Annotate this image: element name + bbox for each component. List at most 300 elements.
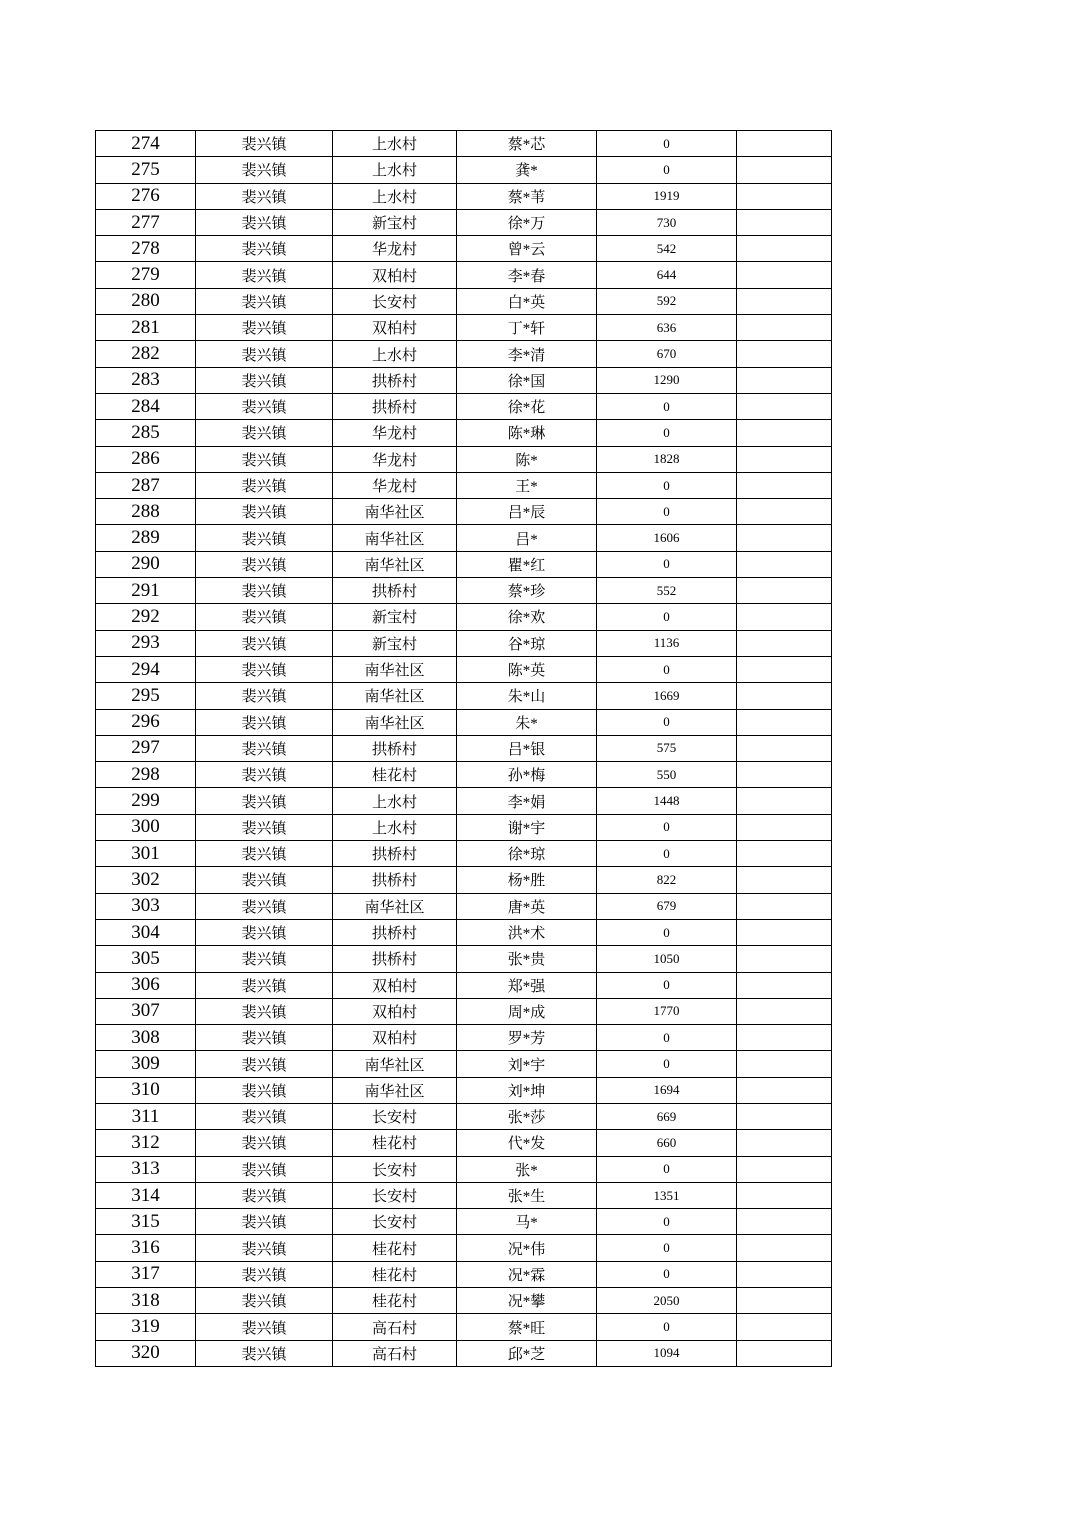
row-number-cell: 289 xyxy=(96,525,196,551)
village-cell: 长安村 xyxy=(333,288,457,314)
table-row xyxy=(96,393,832,419)
row-number-cell: 299 xyxy=(96,788,196,814)
town-cell: 裴兴镇 xyxy=(196,262,333,288)
row-number-cell: 294 xyxy=(96,656,196,682)
row-number-cell: 300 xyxy=(96,814,196,840)
amount-cell: 0 xyxy=(597,131,737,157)
row-number-cell: 297 xyxy=(96,735,196,761)
row-number-cell: 285 xyxy=(96,420,196,446)
table-row xyxy=(96,867,832,893)
name-cell: 吕* xyxy=(457,525,597,551)
village-cell: 长安村 xyxy=(333,1209,457,1235)
village-cell: 拱桥村 xyxy=(333,578,457,604)
town-cell: 裴兴镇 xyxy=(196,1261,333,1287)
town-cell: 裴兴镇 xyxy=(196,393,333,419)
empty-cell xyxy=(737,525,832,551)
town-cell: 裴兴镇 xyxy=(196,499,333,525)
table-row xyxy=(96,209,832,235)
amount-cell: 0 xyxy=(597,157,737,183)
town-cell: 裴兴镇 xyxy=(196,735,333,761)
amount-cell: 0 xyxy=(597,1209,737,1235)
table-row xyxy=(96,788,832,814)
empty-cell xyxy=(737,709,832,735)
empty-cell xyxy=(737,262,832,288)
name-cell: 徐*花 xyxy=(457,393,597,419)
town-cell: 裴兴镇 xyxy=(196,972,333,998)
empty-cell xyxy=(737,972,832,998)
name-cell: 徐*国 xyxy=(457,367,597,393)
amount-cell: 542 xyxy=(597,236,737,262)
town-cell: 裴兴镇 xyxy=(196,1340,333,1366)
amount-cell: 670 xyxy=(597,341,737,367)
row-number-cell: 279 xyxy=(96,262,196,288)
town-cell: 裴兴镇 xyxy=(196,814,333,840)
table-row xyxy=(96,1130,832,1156)
table-row xyxy=(96,735,832,761)
table-body xyxy=(96,131,832,1367)
empty-cell xyxy=(737,341,832,367)
empty-cell xyxy=(737,788,832,814)
town-cell: 裴兴镇 xyxy=(196,578,333,604)
amount-cell: 1669 xyxy=(597,683,737,709)
town-cell: 裴兴镇 xyxy=(196,1025,333,1051)
village-cell: 拱桥村 xyxy=(333,867,457,893)
village-cell: 华龙村 xyxy=(333,236,457,262)
empty-cell xyxy=(737,841,832,867)
village-cell: 长安村 xyxy=(333,1182,457,1208)
table-row xyxy=(96,1103,832,1129)
name-cell: 蔡*珍 xyxy=(457,578,597,604)
empty-cell xyxy=(737,656,832,682)
name-cell: 刘*宇 xyxy=(457,1051,597,1077)
row-number-cell: 304 xyxy=(96,919,196,945)
empty-cell xyxy=(737,735,832,761)
row-number-cell: 310 xyxy=(96,1077,196,1103)
village-cell: 拱桥村 xyxy=(333,841,457,867)
name-cell: 陈*英 xyxy=(457,656,597,682)
town-cell: 裴兴镇 xyxy=(196,131,333,157)
row-number-cell: 305 xyxy=(96,946,196,972)
name-cell: 谢*宇 xyxy=(457,814,597,840)
town-cell: 裴兴镇 xyxy=(196,656,333,682)
name-cell: 况*霖 xyxy=(457,1261,597,1287)
name-cell: 谷*琼 xyxy=(457,630,597,656)
empty-cell xyxy=(737,393,832,419)
table-row xyxy=(96,709,832,735)
village-cell: 双柏村 xyxy=(333,262,457,288)
table-row xyxy=(96,315,832,341)
village-cell: 桂花村 xyxy=(333,1288,457,1314)
amount-cell: 636 xyxy=(597,315,737,341)
town-cell: 裴兴镇 xyxy=(196,157,333,183)
name-cell: 白*英 xyxy=(457,288,597,314)
amount-cell: 0 xyxy=(597,551,737,577)
village-cell: 华龙村 xyxy=(333,420,457,446)
name-cell: 刘*坤 xyxy=(457,1077,597,1103)
row-number-cell: 274 xyxy=(96,131,196,157)
name-cell: 杨*胜 xyxy=(457,867,597,893)
amount-cell: 1694 xyxy=(597,1077,737,1103)
village-cell: 南华社区 xyxy=(333,683,457,709)
amount-cell: 0 xyxy=(597,499,737,525)
row-number-cell: 318 xyxy=(96,1288,196,1314)
empty-cell xyxy=(737,236,832,262)
empty-cell xyxy=(737,867,832,893)
amount-cell: 1351 xyxy=(597,1182,737,1208)
village-cell: 新宝村 xyxy=(333,604,457,630)
empty-cell xyxy=(737,1314,832,1340)
amount-cell: 1094 xyxy=(597,1340,737,1366)
name-cell: 李*清 xyxy=(457,341,597,367)
amount-cell: 1448 xyxy=(597,788,737,814)
village-cell: 桂花村 xyxy=(333,762,457,788)
name-cell: 洪*术 xyxy=(457,919,597,945)
table-row xyxy=(96,262,832,288)
amount-cell: 0 xyxy=(597,1025,737,1051)
amount-cell: 1606 xyxy=(597,525,737,551)
amount-cell: 0 xyxy=(597,972,737,998)
table-row xyxy=(96,472,832,498)
empty-cell xyxy=(737,288,832,314)
village-cell: 南华社区 xyxy=(333,1077,457,1103)
name-cell: 丁*轩 xyxy=(457,315,597,341)
town-cell: 裴兴镇 xyxy=(196,209,333,235)
name-cell: 陈*琳 xyxy=(457,420,597,446)
name-cell: 张* xyxy=(457,1156,597,1182)
name-cell: 李*春 xyxy=(457,262,597,288)
village-cell: 拱桥村 xyxy=(333,946,457,972)
row-number-cell: 293 xyxy=(96,630,196,656)
name-cell: 徐*万 xyxy=(457,209,597,235)
name-cell: 周*成 xyxy=(457,998,597,1024)
town-cell: 裴兴镇 xyxy=(196,919,333,945)
row-number-cell: 291 xyxy=(96,578,196,604)
amount-cell: 0 xyxy=(597,841,737,867)
row-number-cell: 295 xyxy=(96,683,196,709)
table-row xyxy=(96,183,832,209)
village-cell: 南华社区 xyxy=(333,499,457,525)
village-cell: 南华社区 xyxy=(333,525,457,551)
table-row xyxy=(96,1182,832,1208)
town-cell: 裴兴镇 xyxy=(196,1235,333,1261)
amount-cell: 1770 xyxy=(597,998,737,1024)
town-cell: 裴兴镇 xyxy=(196,630,333,656)
amount-cell: 0 xyxy=(597,472,737,498)
row-number-cell: 313 xyxy=(96,1156,196,1182)
empty-cell xyxy=(737,131,832,157)
row-number-cell: 277 xyxy=(96,209,196,235)
amount-cell: 0 xyxy=(597,1051,737,1077)
village-cell: 上水村 xyxy=(333,788,457,814)
amount-cell: 0 xyxy=(597,1235,737,1261)
town-cell: 裴兴镇 xyxy=(196,788,333,814)
empty-cell xyxy=(737,1156,832,1182)
amount-cell: 0 xyxy=(597,814,737,840)
table-row xyxy=(96,131,832,157)
table-row xyxy=(96,893,832,919)
row-number-cell: 306 xyxy=(96,972,196,998)
empty-cell xyxy=(737,1261,832,1287)
amount-cell: 669 xyxy=(597,1103,737,1129)
amount-cell: 550 xyxy=(597,762,737,788)
table-row xyxy=(96,841,832,867)
name-cell: 邱*芝 xyxy=(457,1340,597,1366)
town-cell: 裴兴镇 xyxy=(196,1130,333,1156)
table-row xyxy=(96,525,832,551)
empty-cell xyxy=(737,1209,832,1235)
amount-cell: 660 xyxy=(597,1130,737,1156)
table-row xyxy=(96,946,832,972)
empty-cell xyxy=(737,762,832,788)
table-row xyxy=(96,551,832,577)
town-cell: 裴兴镇 xyxy=(196,1288,333,1314)
name-cell: 孙*梅 xyxy=(457,762,597,788)
village-cell: 拱桥村 xyxy=(333,367,457,393)
empty-cell xyxy=(737,578,832,604)
amount-cell: 1828 xyxy=(597,446,737,472)
village-cell: 高石村 xyxy=(333,1314,457,1340)
town-cell: 裴兴镇 xyxy=(196,183,333,209)
row-number-cell: 315 xyxy=(96,1209,196,1235)
village-cell: 双柏村 xyxy=(333,1025,457,1051)
name-cell: 罗*芳 xyxy=(457,1025,597,1051)
name-cell: 徐*琼 xyxy=(457,841,597,867)
town-cell: 裴兴镇 xyxy=(196,315,333,341)
empty-cell xyxy=(737,420,832,446)
village-cell: 长安村 xyxy=(333,1103,457,1129)
town-cell: 裴兴镇 xyxy=(196,551,333,577)
table-row xyxy=(96,288,832,314)
data-table xyxy=(95,130,832,1367)
table-row xyxy=(96,656,832,682)
row-number-cell: 280 xyxy=(96,288,196,314)
row-number-cell: 311 xyxy=(96,1103,196,1129)
town-cell: 裴兴镇 xyxy=(196,998,333,1024)
amount-cell: 0 xyxy=(597,1156,737,1182)
table-row xyxy=(96,1314,832,1340)
table-row xyxy=(96,157,832,183)
amount-cell: 679 xyxy=(597,893,737,919)
table-row xyxy=(96,630,832,656)
table-row xyxy=(96,814,832,840)
amount-cell: 1919 xyxy=(597,183,737,209)
empty-cell xyxy=(737,630,832,656)
amount-cell: 0 xyxy=(597,1261,737,1287)
amount-cell: 0 xyxy=(597,393,737,419)
empty-cell xyxy=(737,1235,832,1261)
name-cell: 况*攀 xyxy=(457,1288,597,1314)
town-cell: 裴兴镇 xyxy=(196,1156,333,1182)
row-number-cell: 307 xyxy=(96,998,196,1024)
name-cell: 徐*欢 xyxy=(457,604,597,630)
table-row xyxy=(96,1235,832,1261)
amount-cell: 2050 xyxy=(597,1288,737,1314)
row-number-cell: 283 xyxy=(96,367,196,393)
row-number-cell: 308 xyxy=(96,1025,196,1051)
table-row xyxy=(96,1340,832,1366)
amount-cell: 552 xyxy=(597,578,737,604)
name-cell: 张*生 xyxy=(457,1182,597,1208)
town-cell: 裴兴镇 xyxy=(196,525,333,551)
village-cell: 华龙村 xyxy=(333,472,457,498)
empty-cell xyxy=(737,998,832,1024)
name-cell: 曾*云 xyxy=(457,236,597,262)
name-cell: 代*发 xyxy=(457,1130,597,1156)
town-cell: 裴兴镇 xyxy=(196,367,333,393)
village-cell: 上水村 xyxy=(333,183,457,209)
village-cell: 拱桥村 xyxy=(333,735,457,761)
row-number-cell: 296 xyxy=(96,709,196,735)
empty-cell xyxy=(737,814,832,840)
row-number-cell: 282 xyxy=(96,341,196,367)
table-row xyxy=(96,499,832,525)
town-cell: 裴兴镇 xyxy=(196,1182,333,1208)
name-cell: 陈* xyxy=(457,446,597,472)
amount-cell: 0 xyxy=(597,604,737,630)
table-row xyxy=(96,341,832,367)
row-number-cell: 319 xyxy=(96,1314,196,1340)
row-number-cell: 276 xyxy=(96,183,196,209)
row-number-cell: 286 xyxy=(96,446,196,472)
name-cell: 蔡*芯 xyxy=(457,131,597,157)
name-cell: 吕*银 xyxy=(457,735,597,761)
empty-cell xyxy=(737,315,832,341)
village-cell: 桂花村 xyxy=(333,1235,457,1261)
amount-cell: 1136 xyxy=(597,630,737,656)
table-row xyxy=(96,1025,832,1051)
empty-cell xyxy=(737,1288,832,1314)
name-cell: 马* xyxy=(457,1209,597,1235)
town-cell: 裴兴镇 xyxy=(196,420,333,446)
village-cell: 拱桥村 xyxy=(333,919,457,945)
village-cell: 南华社区 xyxy=(333,551,457,577)
town-cell: 裴兴镇 xyxy=(196,1077,333,1103)
row-number-cell: 278 xyxy=(96,236,196,262)
table-row xyxy=(96,1156,832,1182)
town-cell: 裴兴镇 xyxy=(196,288,333,314)
town-cell: 裴兴镇 xyxy=(196,709,333,735)
name-cell: 龚* xyxy=(457,157,597,183)
table-row xyxy=(96,972,832,998)
village-cell: 拱桥村 xyxy=(333,393,457,419)
name-cell: 蔡*旺 xyxy=(457,1314,597,1340)
name-cell: 张*贵 xyxy=(457,946,597,972)
name-cell: 李*娟 xyxy=(457,788,597,814)
empty-cell xyxy=(737,1077,832,1103)
table-row xyxy=(96,1051,832,1077)
town-cell: 裴兴镇 xyxy=(196,946,333,972)
table-row xyxy=(96,1077,832,1103)
empty-cell xyxy=(737,157,832,183)
row-number-cell: 309 xyxy=(96,1051,196,1077)
town-cell: 裴兴镇 xyxy=(196,341,333,367)
empty-cell xyxy=(737,367,832,393)
empty-cell xyxy=(737,1182,832,1208)
town-cell: 裴兴镇 xyxy=(196,236,333,262)
town-cell: 裴兴镇 xyxy=(196,683,333,709)
table-row xyxy=(96,1209,832,1235)
name-cell: 朱*山 xyxy=(457,683,597,709)
row-number-cell: 316 xyxy=(96,1235,196,1261)
row-number-cell: 275 xyxy=(96,157,196,183)
amount-cell: 822 xyxy=(597,867,737,893)
empty-cell xyxy=(737,472,832,498)
name-cell: 况*伟 xyxy=(457,1235,597,1261)
table-row xyxy=(96,446,832,472)
village-cell: 双柏村 xyxy=(333,998,457,1024)
row-number-cell: 301 xyxy=(96,841,196,867)
name-cell: 瞿*红 xyxy=(457,551,597,577)
village-cell: 桂花村 xyxy=(333,1261,457,1287)
village-cell: 新宝村 xyxy=(333,630,457,656)
village-cell: 华龙村 xyxy=(333,446,457,472)
empty-cell xyxy=(737,183,832,209)
name-cell: 吕*辰 xyxy=(457,499,597,525)
amount-cell: 592 xyxy=(597,288,737,314)
row-number-cell: 288 xyxy=(96,499,196,525)
empty-cell xyxy=(737,499,832,525)
amount-cell: 0 xyxy=(597,1314,737,1340)
empty-cell xyxy=(737,1340,832,1366)
amount-cell: 644 xyxy=(597,262,737,288)
row-number-cell: 312 xyxy=(96,1130,196,1156)
village-cell: 桂花村 xyxy=(333,1130,457,1156)
amount-cell: 575 xyxy=(597,735,737,761)
amount-cell: 0 xyxy=(597,919,737,945)
name-cell: 朱* xyxy=(457,709,597,735)
name-cell: 王* xyxy=(457,472,597,498)
village-cell: 上水村 xyxy=(333,341,457,367)
row-number-cell: 302 xyxy=(96,867,196,893)
table-row xyxy=(96,604,832,630)
amount-cell: 1290 xyxy=(597,367,737,393)
row-number-cell: 292 xyxy=(96,604,196,630)
table-row xyxy=(96,367,832,393)
name-cell: 蔡*苇 xyxy=(457,183,597,209)
row-number-cell: 287 xyxy=(96,472,196,498)
village-cell: 上水村 xyxy=(333,131,457,157)
amount-cell: 0 xyxy=(597,656,737,682)
table-row xyxy=(96,1261,832,1287)
town-cell: 裴兴镇 xyxy=(196,841,333,867)
table-row xyxy=(96,683,832,709)
name-cell: 张*莎 xyxy=(457,1103,597,1129)
table-row xyxy=(96,236,832,262)
amount-cell: 0 xyxy=(597,709,737,735)
table-row xyxy=(96,1288,832,1314)
town-cell: 裴兴镇 xyxy=(196,1103,333,1129)
row-number-cell: 317 xyxy=(96,1261,196,1287)
table-row xyxy=(96,762,832,788)
table-row xyxy=(96,998,832,1024)
row-number-cell: 284 xyxy=(96,393,196,419)
empty-cell xyxy=(737,1103,832,1129)
town-cell: 裴兴镇 xyxy=(196,893,333,919)
empty-cell xyxy=(737,946,832,972)
town-cell: 裴兴镇 xyxy=(196,604,333,630)
amount-cell: 730 xyxy=(597,209,737,235)
town-cell: 裴兴镇 xyxy=(196,1209,333,1235)
village-cell: 长安村 xyxy=(333,1156,457,1182)
empty-cell xyxy=(737,1025,832,1051)
empty-cell xyxy=(737,604,832,630)
village-cell: 上水村 xyxy=(333,157,457,183)
town-cell: 裴兴镇 xyxy=(196,472,333,498)
village-cell: 双柏村 xyxy=(333,972,457,998)
row-number-cell: 314 xyxy=(96,1182,196,1208)
town-cell: 裴兴镇 xyxy=(196,446,333,472)
amount-cell: 0 xyxy=(597,420,737,446)
